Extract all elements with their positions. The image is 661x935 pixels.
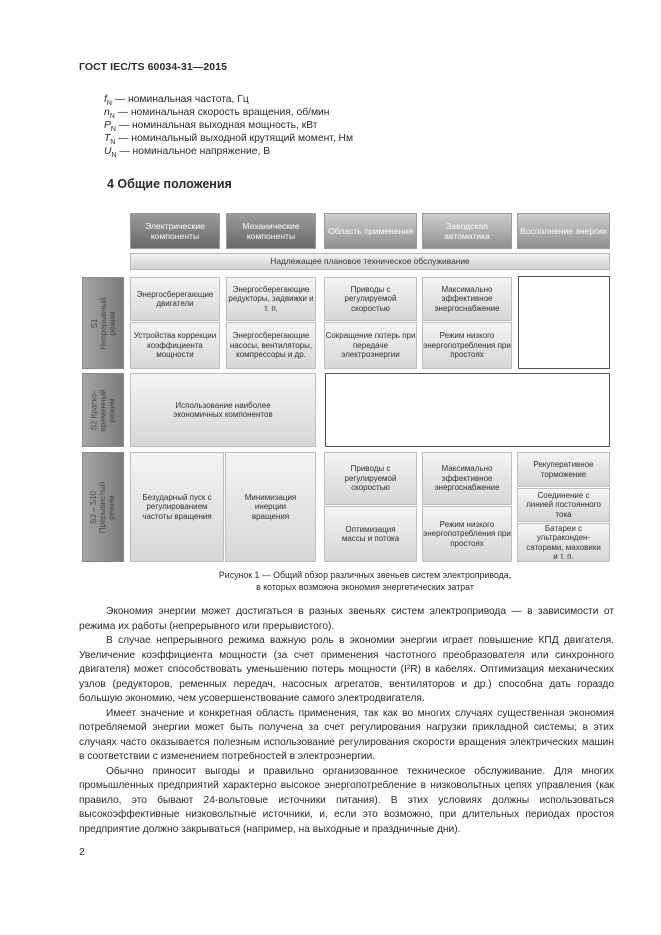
cell-s3-automation-bottom: Режим низкого энергопотребления при простоях [422, 506, 512, 562]
cell-s3-application-top: Приводы с регулируемой скоростью [324, 452, 417, 505]
column-header-energy: Восполнение энергии [517, 213, 610, 249]
page-number: 2 [79, 846, 85, 858]
cell-s3-energy-2: Соединение с линией постоянного тока [517, 488, 610, 522]
symbol-definition: $P_N$ — номинальная выходная мощность, кВт [104, 120, 318, 134]
symbol-definition: $T_N$ — номинальный выходной крутящий момент, Нм [104, 133, 354, 147]
section-title: 4 Общие положения [107, 177, 232, 191]
cell-s3-mechanical: Минимизация инерции вращения [225, 452, 316, 562]
cell-s1-automation-top: Максимально эффективное энергоснабжение [422, 277, 512, 321]
cell-s3-energy-3: Батареи с ультраконден-саторами, маховики и т. п. [517, 523, 610, 562]
cell-s1-mechanical-bottom: Энергосберегающие насосы, вентиляторы, компрессоры и др. [226, 322, 316, 369]
cell-s3-automation-top: Максимально эффективное энергоснабжение [422, 452, 512, 505]
row-label-s2: S2 Кратко-временный режим [82, 373, 124, 447]
paragraph: Экономия энергии может достигаться в разных звеньях систем электропривода — в зависимости от режима их работы (непрерывного или прерывистого). [79, 606, 614, 632]
cell-s2-empty [325, 373, 610, 447]
cell-s1-application-bottom: Сокращение потерь при передаче электроэнергии [324, 322, 417, 369]
column-header-automation: Заводская автоматика [422, 213, 512, 249]
cell-s1-electrical-bottom: Устройства коррекции коэффициента мощности [130, 322, 220, 369]
paragraph: Обычно приносит выгоды и правильно организованное техническое обслуживание. Для многих промышленных предприятий характерно высокое энергопотребление в низковольтных цепях управления (как правило, это бывают 24-вольтовые источники питания). В этих условиях должны использоваться высокоэффективные низковольтные источники, и, если это возможно, при длительных периодах простоя предприятие должно закрываться (например, на выходные и праздничные дни). [79, 765, 614, 835]
column-header-application: Область применения [324, 213, 417, 249]
body-text [79, 605, 614, 837]
row-label-s1: S1 Непрерывный режим [82, 277, 124, 369]
cell-s1-energy-empty [518, 276, 610, 369]
cell-s1-electrical-top: Энергосберегающие двигатели [130, 277, 220, 321]
cell-s3-application-bottom: Оптимизация массы и потока [324, 506, 417, 562]
figure-caption-line2: в которых возможна экономия энергетических затрат [256, 582, 474, 592]
symbol-definition: $f_N$ — номинальная частота, Гц [104, 94, 249, 108]
paragraph: Имеет значение и конкретная область применения, так как во многих случаях существенная экономия потребляемой энергии может быть получена за счет регулирования нагрузки прикладной системы; в этих случаях часто оказывается полезным использование регулирования скорости вращения электрических машин в соответствии с изменением потребностей в электроэнергии. [79, 707, 614, 762]
symbol-definition: $n_N$ — номинальная скорость вращения, об/мин [104, 107, 330, 121]
cell-s3-electrical: Безударный пуск с регулированием частоты вращения [130, 452, 224, 562]
cell-s2-components: Использование наиболее экономичных компонентов [130, 373, 316, 447]
column-header-mechanical: Механические компоненты [226, 213, 316, 249]
column-header-electrical: Электрические компоненты [130, 213, 220, 249]
cell-s1-application-top: Приводы с регулируемой скоростью [324, 277, 417, 321]
cell-s1-automation-bottom: Режим низкого энергопотребления при простоях [422, 322, 512, 369]
cell-s3-energy-1: Рекуперативное торможение [517, 452, 610, 487]
document-header: ГОСТ IEC/TS 60034-31—2015 [79, 61, 228, 73]
paragraph: В случае непрерывного режима важную роль в экономии энергии играет повышение КПД двигателя. Увеличение коэффициента мощности (за счет применения частотного преобразователя или синхронного двигателя) может способствовать уменьшению потерь мощности (I²R) в кабелях. Оптимизация механических узлов (редукторов, ременных передач, насосных агрегатов, вентиляторов и др.) способна дать гораздо большую экономию, чем усовершенствование самого электродвигателя. [79, 635, 614, 704]
maintenance-band: Надлежащее плановое техническое обслуживание [130, 253, 610, 270]
row-label-s3: S3 – S10 Прерывистый режим [82, 452, 124, 562]
figure-caption-line1: Рисунок 1 — Общий обзор различных звеньев систем электропривода, [218, 570, 512, 580]
symbol-definition: $U_N$ — номинальное напряжение, В [104, 146, 271, 160]
cell-s1-mechanical-top: Энергосберегающие редукторы, задвижки и т. п. [226, 277, 316, 321]
